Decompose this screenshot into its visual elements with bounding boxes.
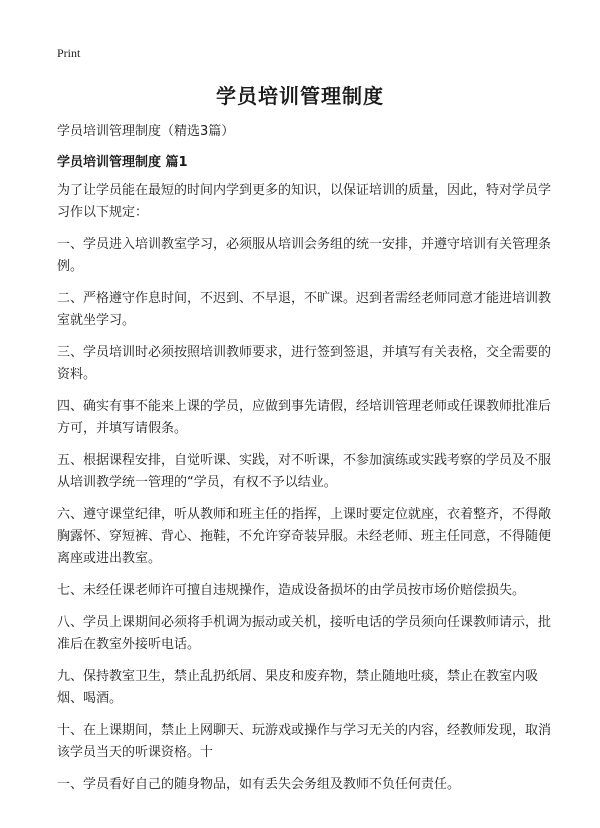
paragraph-intro: 为了让学员能在最短的时间内学到更多的知识，以保证培训的质量，因此，特对学员学习作以下规定： — [57, 183, 552, 220]
paragraph-rule-11: 一、学员看好自己的随身物品，如有丢失会务组及教师不负任何责任。 — [57, 777, 461, 792]
paragraph-rule-3: 三、学员培训时必须按照培训教师要求，进行签到签退，并填写有关表格，交全需要的资料。 — [57, 345, 552, 382]
paragraph-rule-8: 八、学员上课期间必须将手机调为振动或关机，接听电话的学员须向任课教师请示，批准后在教室外接听电话。 — [57, 615, 552, 652]
paragraph-rule-5: 五、根据课程安排，自觉听课、实践，对不听课，不参加演练或实践考察的学员及不服从培训教学统一管理的“学员，有权不予以结业。 — [57, 453, 552, 490]
section-heading: 学员培训管理制度 篇1 — [57, 155, 188, 170]
paragraph-rule-2: 二、严格遵守作息时间，不迟到、不早退，不旷课。迟到者需经老师同意才能进培训教室就坐学习。 — [57, 291, 552, 328]
document-subtitle: 学员培训管理制度（精选3篇） — [57, 124, 235, 139]
paragraph-rule-10: 十、在上课期间，禁止上网聊天、玩游戏或操作与学习无关的内容，经教师发现，取消该学员当天的听课资格。十 — [57, 723, 552, 760]
paragraph-rule-4: 四、确实有事不能来上课的学员，应做到事先请假，经培训管理老师或任课教师批准后方可，并填写请假条。 — [57, 399, 552, 436]
paragraph-rule-9: 九、保持教室卫生，禁止乱扔纸屑、果皮和废弃物，禁止随地吐痰，禁止在教室内吸烟、喝酒。 — [57, 669, 539, 706]
paragraph-rule-1: 一、学员进入培训教室学习，必须服从培训会务组的统一安排，并遵守培训有关管理条例。 — [57, 237, 552, 274]
paragraph-rule-7: 七、未经任课老师许可擅自违规操作，造成设备损坏的由学员按市场价赔偿损失。 — [57, 583, 526, 598]
paragraph-rule-6: 六、遵守课堂纪律，听从教师和班主任的指挥，上课时要定位就座，衣着整齐，不得敞胸露怀、穿短裤、背心、拖鞋，不允许穿奇装异服。未经老师、班主任同意，不得随便离座或进出教室。 — [57, 507, 552, 566]
document-title: 学员培训管理制度 — [216, 84, 384, 108]
document-body — [57, 180, 555, 806]
print-link[interactable]: Print — [57, 46, 81, 60]
